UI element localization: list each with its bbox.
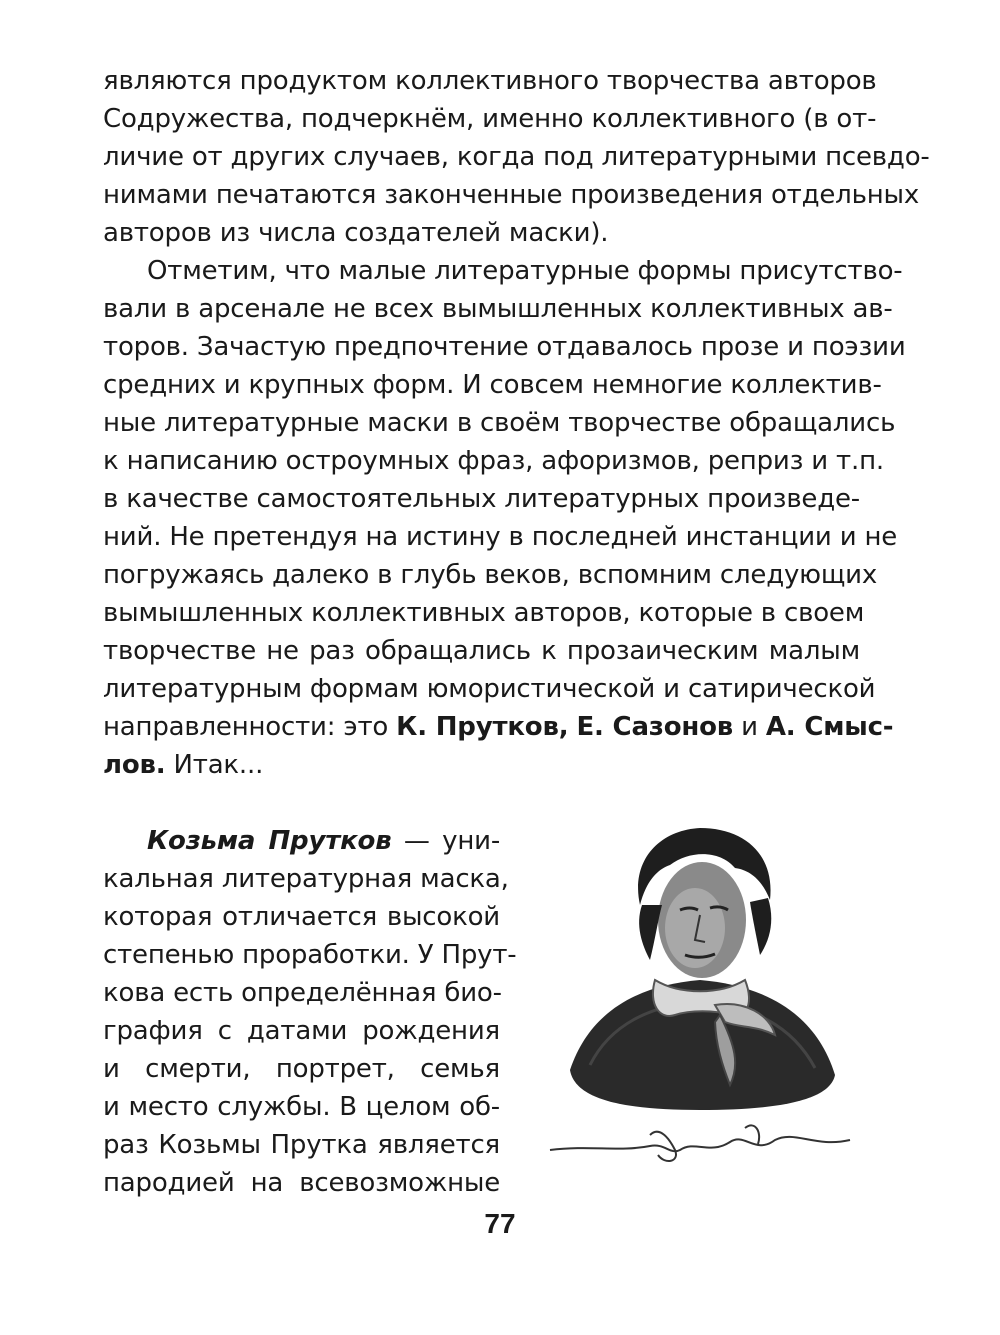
text-span: — уни- [391,826,501,856]
text-line: и смерти, портрет, семья [103,1054,500,1084]
text-line: пародией на всевозможные [103,1168,500,1198]
text-line: творчестве не раз обращались к прозаическим малым [103,636,860,666]
portrait-engraving-icon [530,810,870,1175]
text-line: погружаясь далеко в глубь веков, вспомним следующих [103,560,878,590]
text-line: Содружества, подчеркнём, именно коллективного (в от- [103,104,877,134]
text-line [147,822,500,860]
author-sazonov: Е. Сазонов [576,712,734,742]
author-smyslov-end: лов. [103,750,166,780]
text-line: к написанию остроумных фраз, афоризмов, реприз и т.п. [103,446,884,476]
text-line: вымышленных коллективных авторов, которые в своем [103,598,865,628]
page-number: 77 [484,1208,516,1239]
text-line-authors [103,708,894,746]
text-line: торов. Зачастую предпочтение отдавалось прозе и поэзии [103,332,906,362]
text-span: и [733,712,766,742]
text-line: в качестве самостоятельных литературных произведе- [103,484,860,514]
author-smyslov: А. Смыс- [765,712,894,742]
author-prutkov: К. Прутков, [396,712,569,742]
text-line [103,746,860,784]
text-line: кальная литературная маска, [103,864,509,894]
text-line: личие от других случаев, когда под литературными псевдо- [103,142,930,172]
text-line: графия с датами рождения [103,1016,500,1046]
text-line: литературным формам юмористической и сатирической [103,674,876,704]
text-line: степенью проработки. У Прут- [103,940,517,970]
text-line: средних и крупных форм. И совсем немногие коллектив- [103,370,882,400]
text-line: ний. Не претендуя на истину в последней инстанции и не [103,522,898,552]
text-span: Итак... [165,750,264,780]
text-line: вали в арсенале не всех вымышленных коллективных ав- [103,294,893,324]
text-line: являются продуктом коллективного творчества авторов [103,66,877,96]
text-line: раз Козьмы Прутка является [103,1130,500,1160]
text-line: Отметим, что малые литературные формы присутство- [147,256,903,286]
text-span: направленности: это [103,712,397,742]
text-line: которая отличается высокой [103,902,500,932]
text-line: нимами печатаются законченные произведения отдельных [103,180,920,210]
text-line: авторов из числа создателей маски). [103,218,609,248]
lead-name: Козьма Прутков [147,826,392,856]
text-line: и место службы. В целом об- [103,1092,500,1122]
text-line: кова есть определённая био- [103,978,502,1008]
text-line: ные литературные маски в своём творчестве обращались [103,408,896,438]
